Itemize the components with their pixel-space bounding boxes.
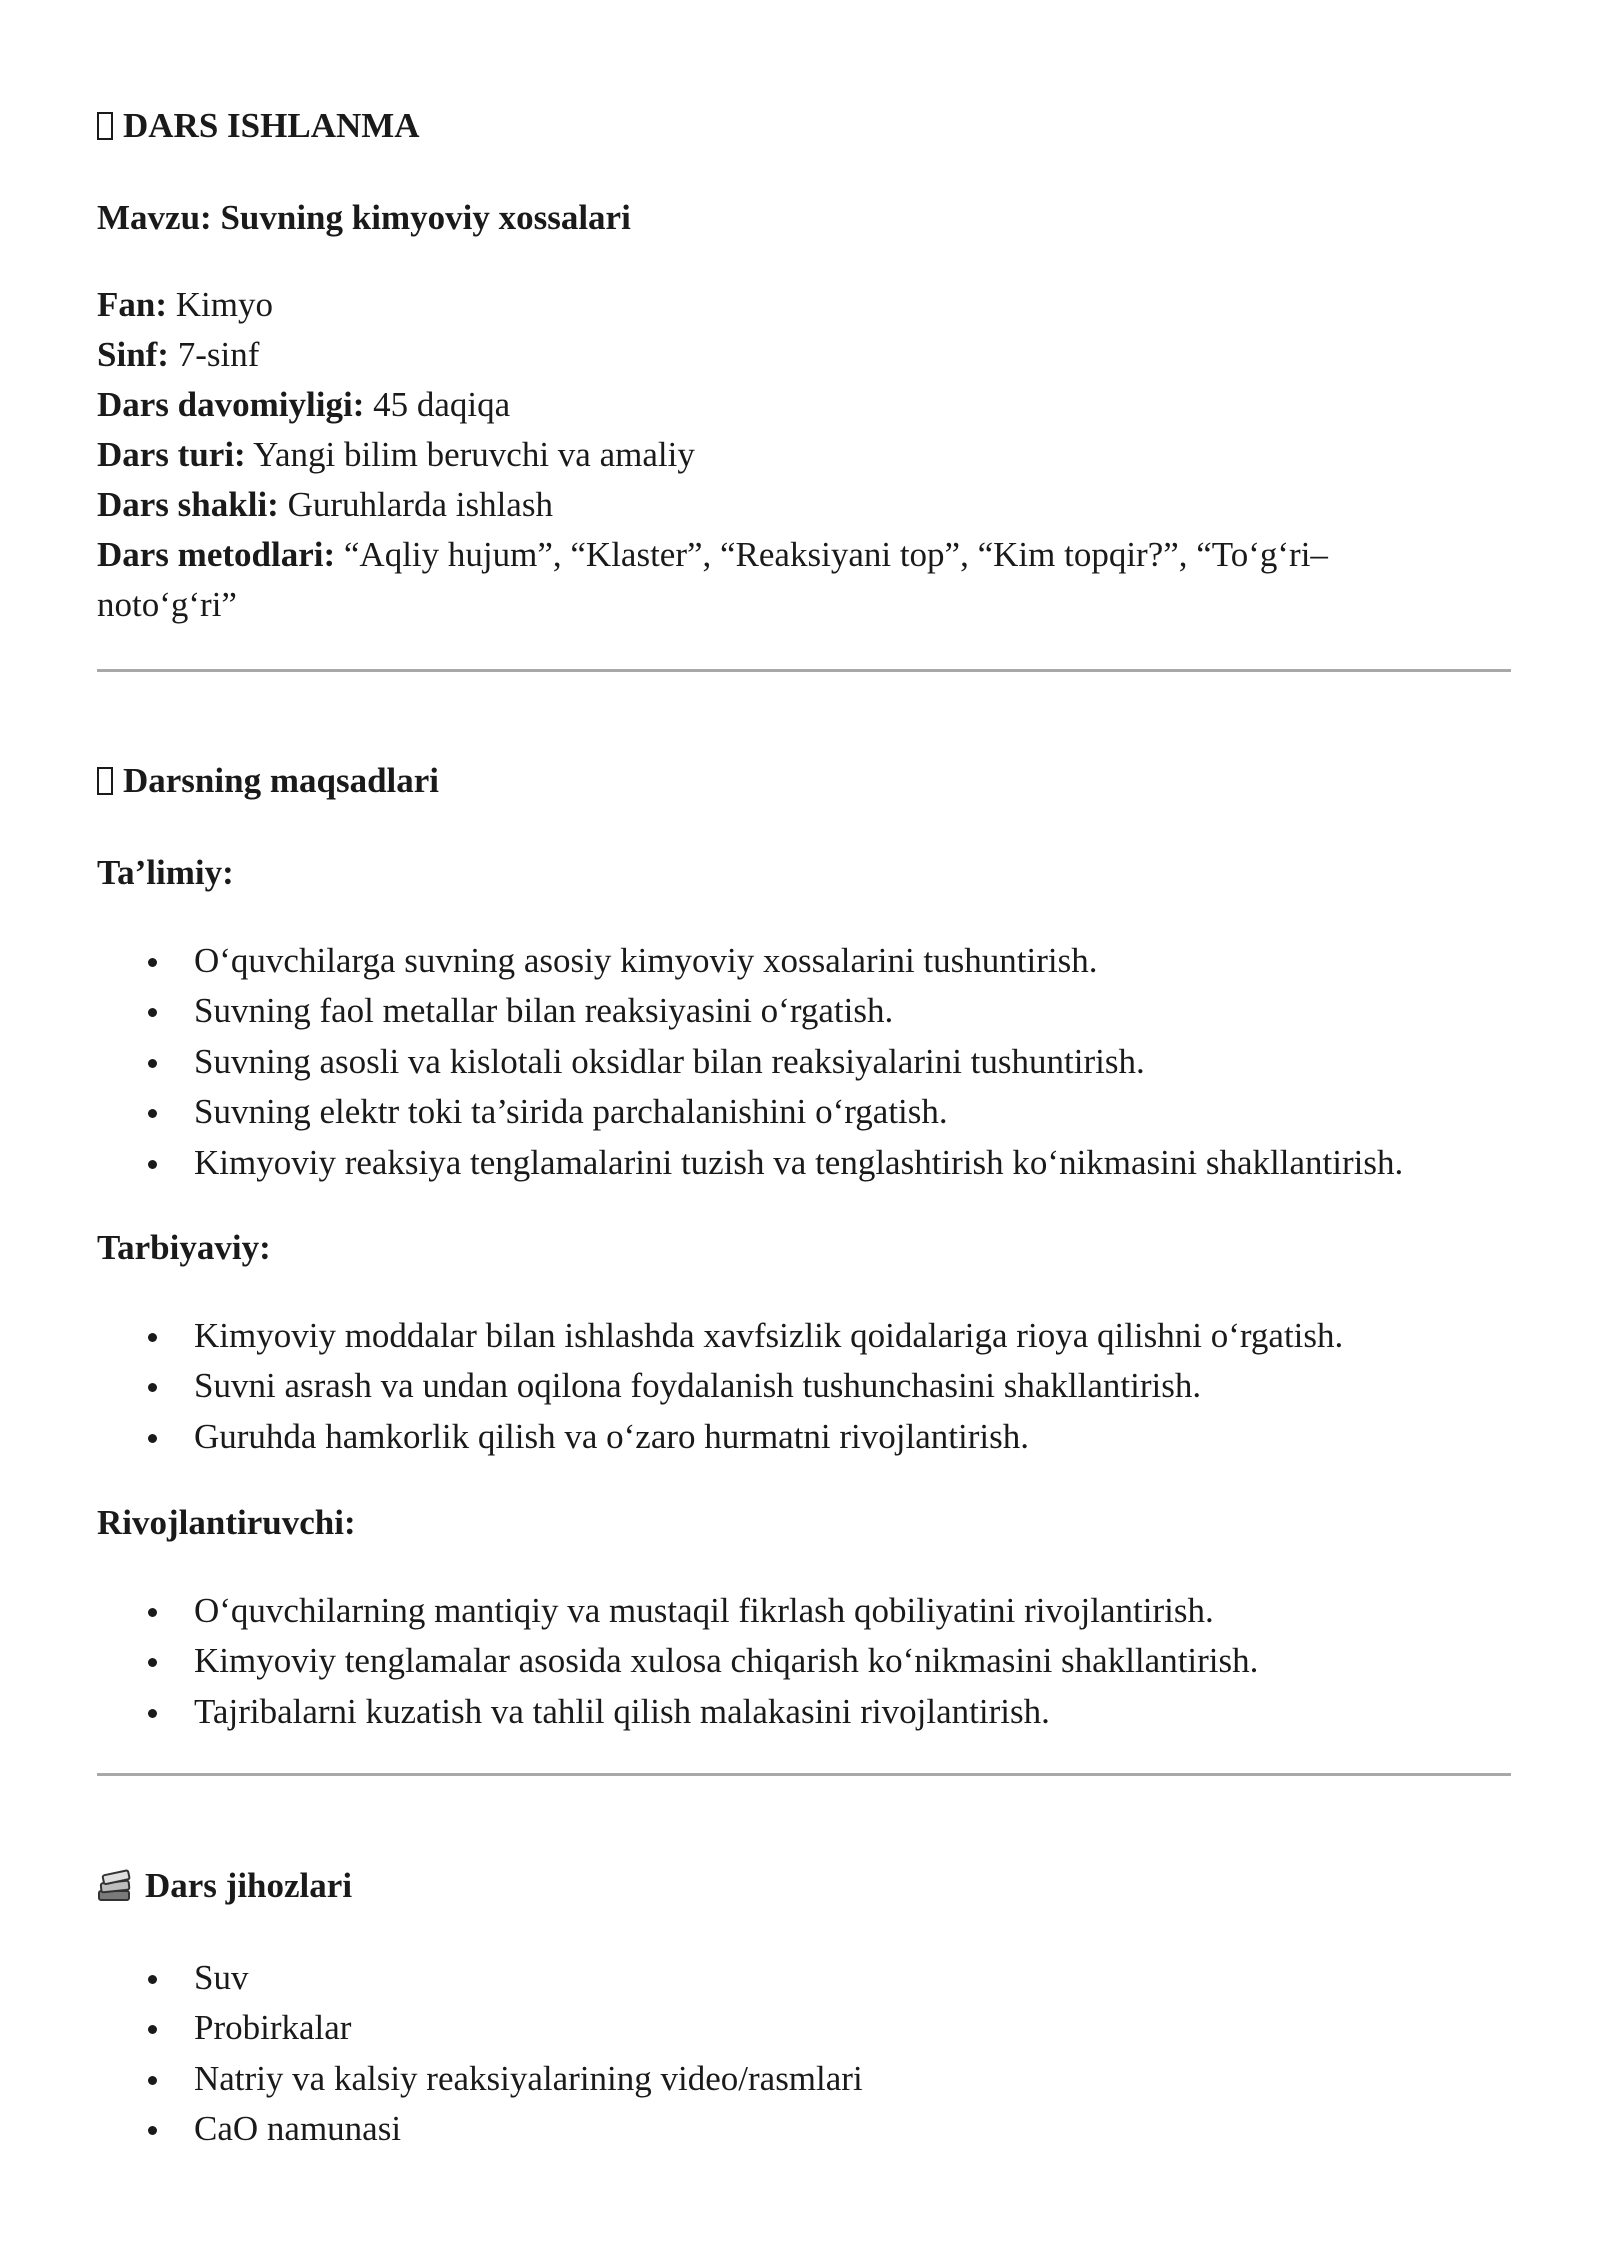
list-item: Suvning elektr toki ta’sirida parchalanishini o‘rgatish.: [97, 1087, 1403, 1137]
list-item: CaO namunasi: [97, 2104, 863, 2154]
list-item: Kimyoviy tenglamalar asosida xulosa chiqarish ko‘nikmasini shakllantirish.: [97, 1636, 1258, 1686]
list-item: O‘quvchilarga suvning asosiy kimyoviy xossalarini tushuntirish.: [97, 936, 1403, 986]
goals-developmental-list: [97, 1586, 1258, 1737]
missing-glyph-icon: [97, 112, 113, 140]
info-subject: Fan: Kimyo: [97, 285, 273, 324]
document-title: DARS ISHLANMA: [97, 106, 420, 146]
list-item: Kimyoviy moddalar bilan ishlashda xavfsizlik qoidalariga rioya qilishni o‘rgatish.: [97, 1311, 1343, 1361]
goals-educational-heading: Ta’limiy:: [97, 853, 234, 892]
missing-glyph-icon: [97, 767, 113, 795]
goals-title: Darsning maqsadlari: [97, 761, 439, 801]
goals-upbringing-list: [97, 1311, 1343, 1462]
list-item: Probirkalar: [97, 2003, 863, 2053]
list-item: Tajribalarni kuzatish va tahlil qilish malakasini rivojlantirish.: [97, 1687, 1258, 1737]
info-duration: Dars davomiyligi: 45 daqiqa: [97, 385, 511, 424]
equipment-list: [97, 1953, 863, 2155]
list-item: Kimyoviy reaksiya tenglamalarini tuzish va tenglashtirish ko‘nikmasini shakllantirish.: [97, 1138, 1403, 1188]
goals-upbringing-heading: Tarbiyaviy:: [97, 1228, 271, 1267]
list-item: Natriy va kalsiy reaksiyalarining video/rasmlari: [97, 2054, 863, 2104]
info-lesson-form: Dars shakli: Guruhlarda ishlash: [97, 485, 553, 524]
list-item: Suvni asrash va undan oqilona foydalanish tushunchasini shakllantirish.: [97, 1361, 1343, 1411]
list-item: Suv: [97, 1953, 863, 2003]
list-item: O‘quvchilarning mantiqiy va mustaqil fikrlash qobiliyatini rivojlantirish.: [97, 1586, 1258, 1636]
equipment-title: Dars jihozlari: [97, 1866, 352, 1906]
info-lesson-type: Dars turi: Yangi bilim beruvchi va amaliy: [97, 435, 695, 474]
goals-educational-list: [97, 936, 1403, 1188]
list-item: Guruhda hamkorlik qilish va o‘zaro hurmatni rivojlantirish.: [97, 1412, 1343, 1462]
list-item: Suvning faol metallar bilan reaksiyasini o‘rgatish.: [97, 986, 1403, 1036]
info-grade: Sinf: 7-sinf: [97, 335, 260, 374]
info-lesson-methods-cont: noto‘g‘ri”: [97, 585, 237, 624]
goals-developmental-heading: Rivojlantiruvchi:: [97, 1503, 356, 1542]
list-item: Suvning asosli va kislotali oksidlar bilan reaksiyalarini tushuntirish.: [97, 1037, 1403, 1087]
info-lesson-methods: Dars metodlari: “Aqliy hujum”, “Klaster”, “Reaksiyani top”, “Kim topqir?”, “To‘g‘ri–: [97, 535, 1328, 574]
section-divider: [97, 669, 1511, 672]
books-icon: [97, 1869, 133, 1903]
section-divider: [97, 1773, 1511, 1776]
lesson-topic: Mavzu: Suvning kimyoviy xossalari: [97, 198, 631, 237]
